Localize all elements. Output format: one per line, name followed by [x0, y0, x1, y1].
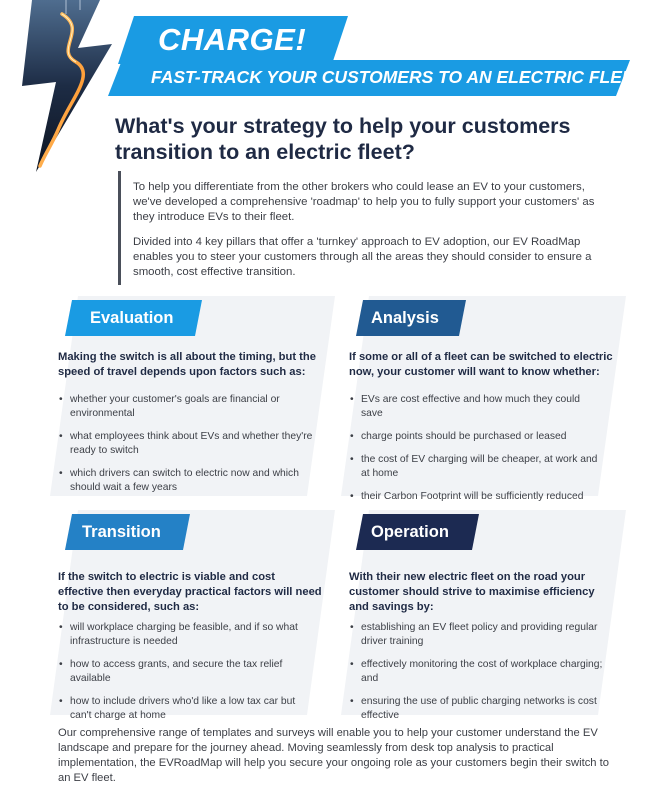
bullet-item: • effectively monitoring the cost of workplace charging; and — [349, 658, 611, 686]
bullet-item: • whether your customer's goals are financial or environmental — [58, 393, 313, 421]
page-subtitle: FAST-TRACK YOUR CUSTOMERS TO AN ELECTRIC FLEET — [151, 67, 645, 87]
bullet-item: • ensuring the use of public charging networks is cost effective — [349, 695, 611, 723]
strategy-question-heading: What's your strategy to help your customers transition to an electric fleet? — [115, 114, 571, 164]
pillar-operation — [341, 510, 626, 721]
bullet-item: • how to access grants, and secure the tax relief available — [58, 658, 313, 686]
intro-paragraph-2: Divided into 4 key pillars that offer a 'turnkey' approach to EV adoption, our EV RoadMap enables you to steer your customers through all the areas they should consider to ensure a smooth, cost effective transition. — [133, 236, 592, 278]
bullet-item: • establishing an EV fleet policy and providing regular driver training — [349, 621, 611, 649]
pillar-bullet-list — [349, 621, 611, 732]
bullet-item: • what employees think about EVs and whether they're ready to switch — [58, 430, 313, 458]
pillar-title: Operation — [371, 523, 449, 541]
pillar-transition — [50, 510, 335, 721]
pillar-bullet-list — [58, 621, 313, 732]
bullet-item: • the cost of EV charging will be cheaper, at work and at home — [349, 453, 599, 481]
bullet-item: • will workplace charging be feasible, and if so what infrastructure is needed — [58, 621, 313, 649]
pillar-bullet-list — [349, 393, 599, 513]
bullet-item: • which drivers can switch to electric now and which should wait a few years — [58, 467, 313, 495]
bullet-item: • how to include drivers who'd like a low tax car but can't charge at home — [58, 695, 313, 723]
intro-paragraph-1: To help you differentiate from the other brokers who could lease an EV to your customers, we've developed a comprehensive 'roadmap' to help you to fully support your customers' as they introduce EVs to their fleet. — [133, 181, 595, 223]
bullet-item: • charge points should be purchased or leased — [349, 430, 599, 444]
pillar-lead: Making the switch is all about the timing, but the speed of travel depends upon factors such as: — [58, 351, 316, 378]
pillar-bullet-list — [58, 393, 313, 504]
pillar-lead: If some or all of a fleet can be switched to electric now, your customer will want to know whether: — [349, 351, 613, 378]
intro-rule — [118, 171, 121, 285]
pillar-lead: If the switch to electric is viable and cost effective then everyday practical factors will need to be considered, such as: — [58, 571, 322, 613]
page-title: CHARGE! — [158, 22, 307, 57]
pillar-evaluation — [50, 296, 335, 496]
bullet-item: • their Carbon Footprint will be sufficiently reduced — [349, 490, 599, 504]
pillar-title: Analysis — [371, 309, 439, 327]
bullet-item: • EVs are cost effective and how much they could save — [349, 393, 599, 421]
pillar-lead: With their new electric fleet on the road your customer should strive to maximise efficiency and savings by: — [349, 571, 595, 613]
closing-paragraph: Our comprehensive range of templates and surveys will enable you to help your customer understand the EV landscape and prepare for the journey ahead. Moving seamlessly from desk top analysis to practical implementation, the EVRoadMap will help you secure your ongoing role as your customers begin their switch to an EV fleet. — [58, 727, 609, 784]
pillar-title: Transition — [82, 523, 161, 541]
pillar-title: Evaluation — [90, 309, 174, 327]
pillar-analysis — [341, 296, 626, 502]
